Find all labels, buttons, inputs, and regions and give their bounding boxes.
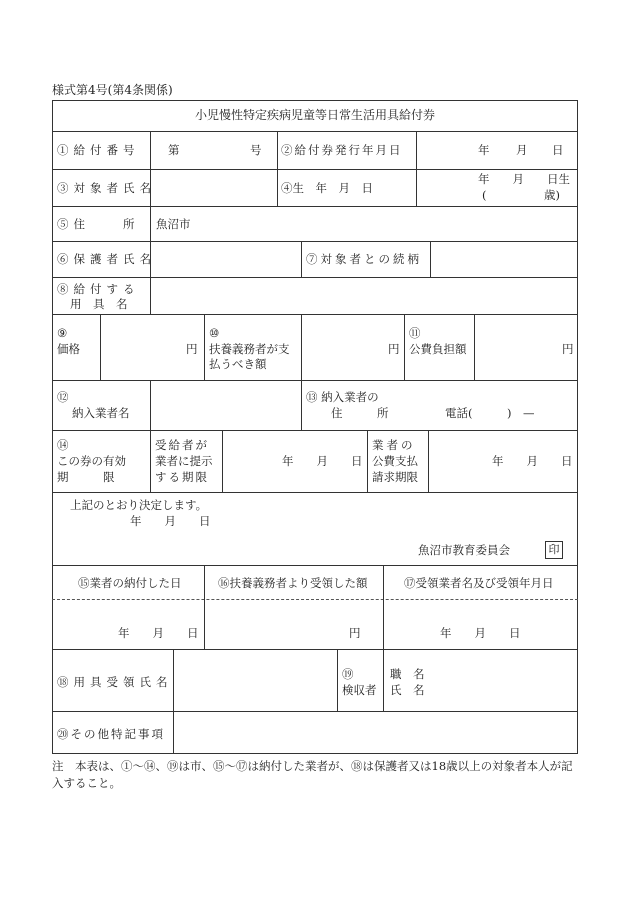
footnote-prefix: 注 bbox=[52, 759, 64, 773]
relation-label: ⑦対象者との続柄 bbox=[306, 252, 422, 266]
public-burden-number: ⑪ bbox=[409, 326, 421, 340]
col-line bbox=[416, 131, 417, 206]
guardian-pay-label-1: 扶養義務者が支 bbox=[209, 342, 290, 356]
col-line bbox=[277, 131, 278, 206]
col-line bbox=[428, 430, 429, 492]
rule bbox=[52, 241, 578, 242]
received-date-value: 年 月 日 bbox=[440, 626, 521, 640]
year-text: 年 bbox=[478, 143, 490, 157]
dashed-rule bbox=[52, 599, 578, 600]
grant-number-label: ①給付番号 bbox=[57, 143, 140, 157]
col-line bbox=[204, 565, 205, 649]
issuer-name: 魚沼市教育委員会 bbox=[418, 543, 510, 557]
present-deadline-label-1: 受給者が bbox=[155, 438, 209, 452]
phone-text: 電話( ) — bbox=[445, 406, 535, 420]
col-line bbox=[301, 241, 302, 277]
guardian-pay-label-2: 払うべき額 bbox=[209, 357, 267, 371]
guardian-pay-yen: 円 bbox=[388, 342, 400, 356]
present-deadline-label-3: する期限 bbox=[155, 470, 209, 484]
price-number: ⑨ bbox=[57, 326, 68, 340]
rule bbox=[52, 565, 578, 566]
receiver-name-label: ⑱用具受領氏名 bbox=[57, 675, 173, 689]
item-name-label-1: ⑧給付する bbox=[57, 282, 140, 296]
address-label: ⑤住 所 bbox=[57, 217, 140, 231]
col-line bbox=[404, 314, 405, 380]
claim-deadline-label-3: 請求期限 bbox=[372, 470, 418, 484]
footnote-text: 本表は、①〜⑭、⑲は市、⑮〜⑰は納付した業者が、⑱は保護者又は18歳以上の対象者本人が記入すること。 bbox=[52, 759, 573, 790]
received-amount-yen: 円 bbox=[349, 626, 361, 640]
rule bbox=[52, 649, 578, 650]
seal-mark: 印 bbox=[545, 541, 563, 559]
decision-date: 年 月 日 bbox=[130, 514, 211, 528]
received-amount-label: ⑯扶養義務者より受領した額 bbox=[218, 576, 368, 590]
claim-deadline-label-1: 業者の bbox=[372, 438, 416, 452]
validity-label-2: 期 限 bbox=[57, 470, 115, 484]
issue-date-label: ②給付券発行年月日 bbox=[281, 143, 403, 157]
col-line bbox=[337, 649, 338, 711]
rule bbox=[52, 131, 578, 132]
subject-name-label: ③対象者氏名 bbox=[57, 181, 156, 195]
col-line bbox=[474, 314, 475, 380]
vendor-address-label-1: ⑬ 納入業者の bbox=[306, 390, 379, 404]
public-burden-label: 公費負担額 bbox=[409, 342, 467, 356]
decision-text: 上記のとおり決定します。 bbox=[70, 498, 208, 512]
claim-deadline-label-2: 公費支払 bbox=[372, 454, 418, 468]
rule bbox=[52, 380, 578, 381]
item-name-label-2: 用 具 名 bbox=[70, 297, 128, 311]
present-deadline-date: 年 月 日 bbox=[282, 454, 363, 468]
col-line bbox=[367, 430, 368, 492]
col-line bbox=[383, 565, 384, 649]
day-text: 日 bbox=[552, 143, 564, 157]
rule bbox=[52, 711, 578, 712]
birth-date-line: 年 月 日生 bbox=[478, 172, 570, 186]
rule bbox=[52, 430, 578, 431]
footnote bbox=[52, 758, 582, 792]
col-line bbox=[150, 206, 151, 241]
month-text: 月 bbox=[516, 143, 528, 157]
price-label: 価格 bbox=[57, 342, 80, 356]
col-line bbox=[222, 430, 223, 492]
rule bbox=[52, 206, 578, 207]
guardian-pay-number: ⑩ bbox=[209, 326, 220, 340]
dai-text: 第 bbox=[168, 143, 180, 157]
birth-date-label: ④生 年 月 日 bbox=[281, 181, 373, 195]
rule bbox=[52, 277, 578, 278]
col-line bbox=[301, 314, 302, 380]
age-line: ( 歳) bbox=[482, 188, 560, 202]
col-line bbox=[173, 649, 174, 754]
validity-number: ⑭ bbox=[57, 438, 69, 452]
other-notes-label: ⑳その他特記事項 bbox=[57, 727, 165, 741]
form-number-label: 様式第4号(第4条関係) bbox=[52, 83, 173, 97]
col-line bbox=[100, 314, 101, 380]
present-deadline-label-2: 業者に提示 bbox=[155, 454, 213, 468]
col-line bbox=[430, 241, 431, 277]
go-text: 号 bbox=[250, 143, 262, 157]
col-line bbox=[150, 430, 151, 492]
col-line bbox=[301, 380, 302, 430]
rule bbox=[52, 492, 578, 493]
delivery-date-value: 年 月 日 bbox=[118, 626, 199, 640]
name-label: 氏 名 bbox=[390, 683, 425, 697]
delivery-date-label: ⑮業者の納付した日 bbox=[78, 576, 182, 590]
guardian-name-label: ⑥保護者氏名 bbox=[57, 252, 156, 266]
vendor-address-label-2: 住 所 bbox=[331, 406, 389, 420]
inspector-number: ⑲ bbox=[342, 667, 354, 681]
col-line bbox=[150, 277, 151, 314]
form-title: 小児慢性特定疾病児童等日常生活用具給付券 bbox=[194, 108, 435, 122]
received-date-label: ⑰受領業者名及び受領年月日 bbox=[404, 576, 554, 590]
post-label: 職 名 bbox=[390, 667, 425, 681]
price-yen: 円 bbox=[186, 342, 198, 356]
vendor-name-label: 納入業者名 bbox=[72, 406, 130, 420]
vendor-number: ⑫ bbox=[57, 390, 69, 404]
col-line bbox=[150, 380, 151, 430]
inspector-label: 検収者 bbox=[342, 683, 377, 697]
col-line bbox=[383, 649, 384, 711]
col-line bbox=[204, 314, 205, 380]
rule bbox=[52, 169, 578, 170]
address-value: 魚沼市 bbox=[156, 217, 191, 231]
claim-deadline-date: 年 月 日 bbox=[492, 454, 573, 468]
public-burden-yen: 円 bbox=[562, 342, 574, 356]
validity-label-1: この券の有効 bbox=[57, 454, 126, 468]
rule bbox=[52, 314, 578, 315]
